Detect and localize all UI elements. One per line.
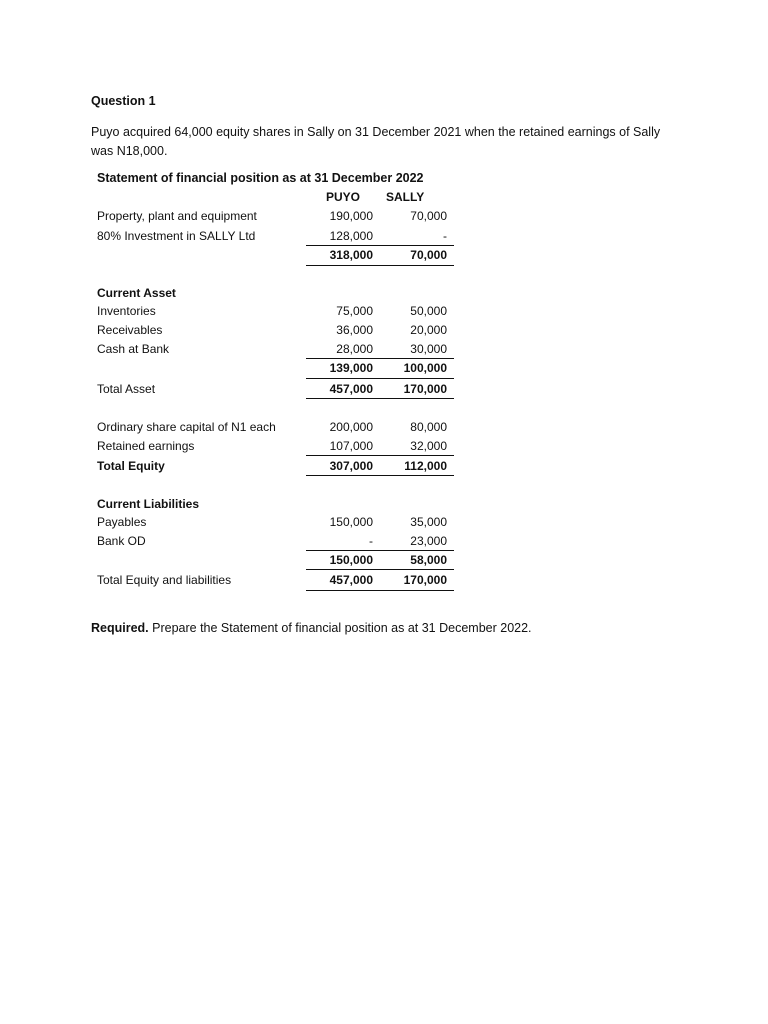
row-label: Ordinary share capital of N1 each — [97, 420, 276, 434]
section-label: Current Asset — [97, 286, 176, 300]
table-row — [97, 227, 457, 246]
table-row — [97, 207, 457, 226]
required-instruction — [91, 621, 532, 635]
table-row — [97, 302, 457, 321]
table-row — [97, 532, 457, 551]
row-label: Bank OD — [97, 534, 146, 548]
total-rule — [306, 455, 454, 456]
required-label: Required. — [91, 621, 149, 635]
question-intro: Puyo acquired 64,000 equity shares in Sally on 31 December 2021 when the retained earnings of Sally was N18,000. — [91, 125, 661, 158]
row-label: 80% Investment in SALLY Ltd — [97, 229, 256, 243]
column-header-puyo: PUYO — [326, 190, 361, 204]
puyo-value: - — [369, 534, 373, 548]
row-label: Payables — [97, 515, 147, 529]
puyo-value: 107,000 — [329, 439, 373, 453]
sally-value: 35,000 — [410, 515, 447, 529]
puyo-value: 457,000 — [329, 382, 373, 396]
row-label: Receivables — [97, 323, 163, 337]
row-label: Inventories — [97, 304, 156, 318]
sally-value: - — [443, 229, 447, 243]
table-row-total — [97, 571, 457, 590]
puyo-value: 75,000 — [336, 304, 373, 318]
table-row-total — [97, 457, 457, 476]
sally-value: 30,000 — [410, 342, 447, 356]
puyo-value: 36,000 — [336, 323, 373, 337]
puyo-value: 200,000 — [329, 420, 373, 434]
total-rule — [306, 398, 454, 399]
total-rule — [306, 265, 454, 266]
puyo-value: 307,000 — [329, 459, 373, 473]
table-row-total — [97, 359, 457, 378]
row-label: Total Asset — [97, 382, 156, 396]
puyo-value: 28,000 — [336, 342, 373, 356]
row-label: Total Equity — [97, 459, 165, 473]
table-row-total — [97, 551, 457, 570]
sally-value: 112,000 — [404, 459, 447, 473]
puyo-value: 457,000 — [329, 573, 373, 587]
sally-value: 170,000 — [403, 382, 447, 396]
table-row-total — [97, 246, 457, 265]
question-title: Question 1 — [91, 94, 156, 108]
puyo-value: 318,000 — [329, 248, 373, 262]
sally-value: 50,000 — [410, 304, 447, 318]
total-rule — [306, 569, 454, 570]
sally-value: 58,000 — [410, 553, 447, 567]
sally-value: 32,000 — [410, 439, 447, 453]
puyo-value: 150,000 — [329, 515, 373, 529]
puyo-value: 190,000 — [329, 209, 373, 223]
sally-value: 80,000 — [410, 420, 447, 434]
total-rule — [306, 590, 454, 591]
sally-value: 20,000 — [410, 323, 447, 337]
required-text: Prepare the Statement of financial position as at 31 December 2022. — [148, 621, 532, 635]
table-row — [97, 418, 457, 437]
column-header-sally: SALLY — [386, 190, 425, 204]
section-heading — [97, 284, 457, 303]
puyo-value: 139,000 — [329, 361, 373, 375]
total-rule — [306, 475, 454, 476]
row-label: Retained earnings — [97, 439, 195, 453]
row-label: Cash at Bank — [97, 342, 170, 356]
puyo-value: 128,000 — [329, 229, 373, 243]
puyo-value: 150,000 — [329, 553, 373, 567]
table-row — [97, 437, 457, 456]
table-row-total — [97, 380, 457, 399]
statement-title: Statement of financial position as at 31 December 2022 — [97, 171, 424, 185]
sally-value: 170,000 — [403, 573, 447, 587]
row-label: Property, plant and equipment — [97, 209, 257, 223]
row-label: Total Equity and liabilities — [97, 573, 232, 587]
sally-value: 23,000 — [410, 534, 447, 548]
table-row — [97, 340, 457, 359]
sally-value: 70,000 — [410, 248, 447, 262]
total-rule — [306, 378, 454, 379]
table-row — [97, 321, 457, 340]
table-row — [97, 513, 457, 532]
sally-value: 100,000 — [403, 361, 447, 375]
section-label: Current Liabilities — [97, 497, 200, 511]
section-heading — [97, 495, 457, 514]
sally-value: 70,000 — [410, 209, 447, 223]
